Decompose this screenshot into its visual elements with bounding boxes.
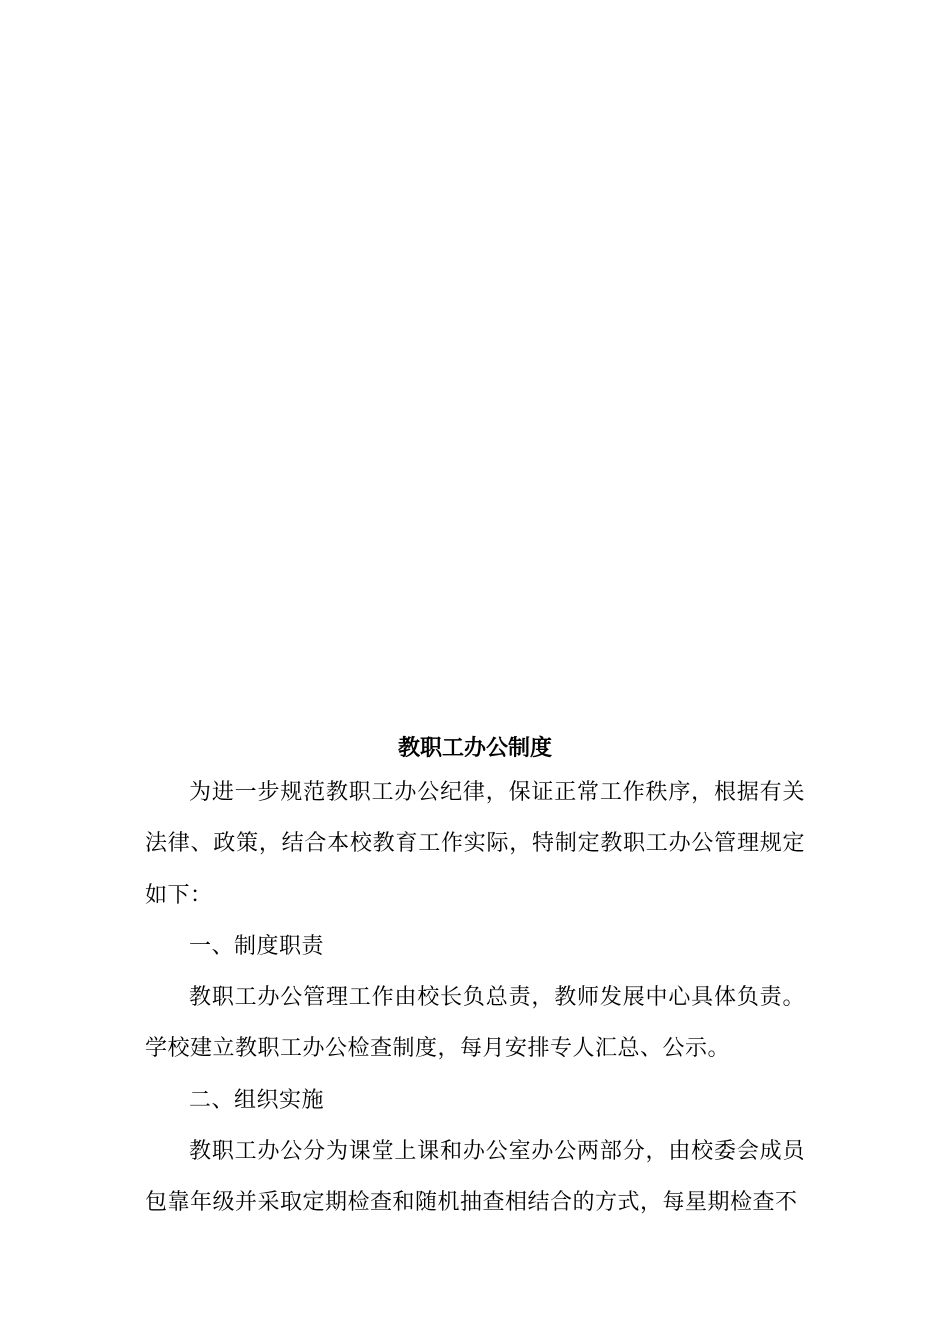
section-heading-1: 一、制度职责 (189, 933, 325, 959)
section-1-paragraph: 教职工办公管理工作由校长负总责，教师发展中心具体负责。学校建立教职工办公检查制度，每月安排专人汇总、公示。 (145, 985, 805, 1062)
section-heading-2: 二、组织实施 (189, 1087, 325, 1113)
section-2-paragraph: 教职工办公分为课堂上课和办公室办公两部分，由校委会成员包靠年级并采取定期检查和随机抽查相结合的方式，每星期检查不 (145, 1139, 805, 1216)
document-body (145, 729, 805, 1229)
document-title: 教职工办公制度 (397, 735, 552, 761)
intro-paragraph: 为进一步规范教职工办公纪律，保证正常工作秩序，根据有关法律、政策，结合本校教育工作实际，特制定教职工办公管理规定如下： (145, 780, 805, 908)
